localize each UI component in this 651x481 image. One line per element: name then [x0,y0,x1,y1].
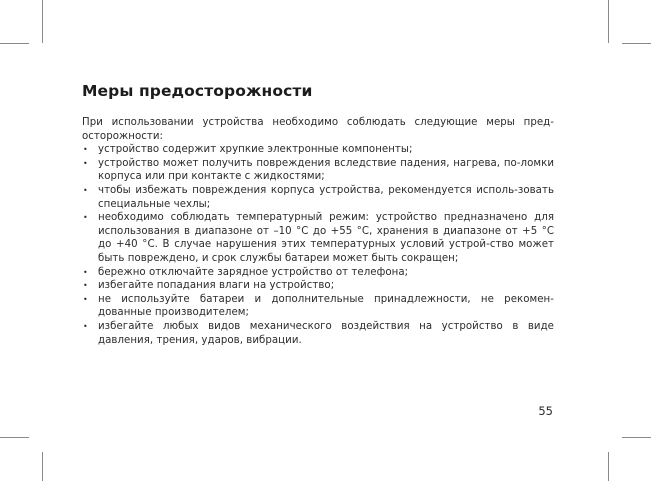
crop-mark-top-right-horizontal [622,43,651,44]
crop-mark-top-left-vertical [42,0,43,43]
crop-mark-bottom-right-vertical [608,452,609,481]
crop-mark-bottom-right-horizontal [622,437,651,438]
crop-mark-bottom-left-vertical [42,452,43,481]
precautions-list [82,143,554,347]
page-title: Меры предосторожности [82,82,313,100]
list-item: • устройство может получить повреждения вследствие падения, нагрева, по-ломки корпуса или при контакте с жидкостями; [82,157,554,184]
crop-mark-bottom-left-horizontal [0,437,29,438]
page-number: 55 [538,404,553,418]
page-content [82,82,554,347]
list-item: • избегайте любых видов механического воздействия на устройство в виде давления, трения, ударов, вибрации. [82,320,554,347]
list-item: • устройство содержит хрупкие электронные компоненты; [82,143,554,157]
list-item: • бережно отключайте зарядное устройство от телефона; [82,266,554,280]
list-item: • не используйте батареи и дополнительные принадлежности, не рекомен-дованные производителем; [82,293,554,320]
list-item: • необходимо соблюдать температурный режим: устройство предназначено для использования в диапазоне от –10 °С до +55 °С, хранения в диапазоне от +5 °С до +40 °С. В случае нарушения этих температурных условий устрой-ство может быть повреждено, и срок службы батареи может быть сокращен; [82,211,554,265]
crop-mark-top-left-horizontal [0,43,29,44]
list-item: • избегайте попадания влаги на устройство; [82,279,554,293]
list-item: • чтобы избежать повреждения корпуса устройства, рекомендуется исполь-зовать специальные чехлы; [82,184,554,211]
intro-paragraph: При использовании устройства необходимо соблюдать следующие меры пред-осторожности: [82,117,554,142]
crop-mark-top-right-vertical [608,0,609,43]
